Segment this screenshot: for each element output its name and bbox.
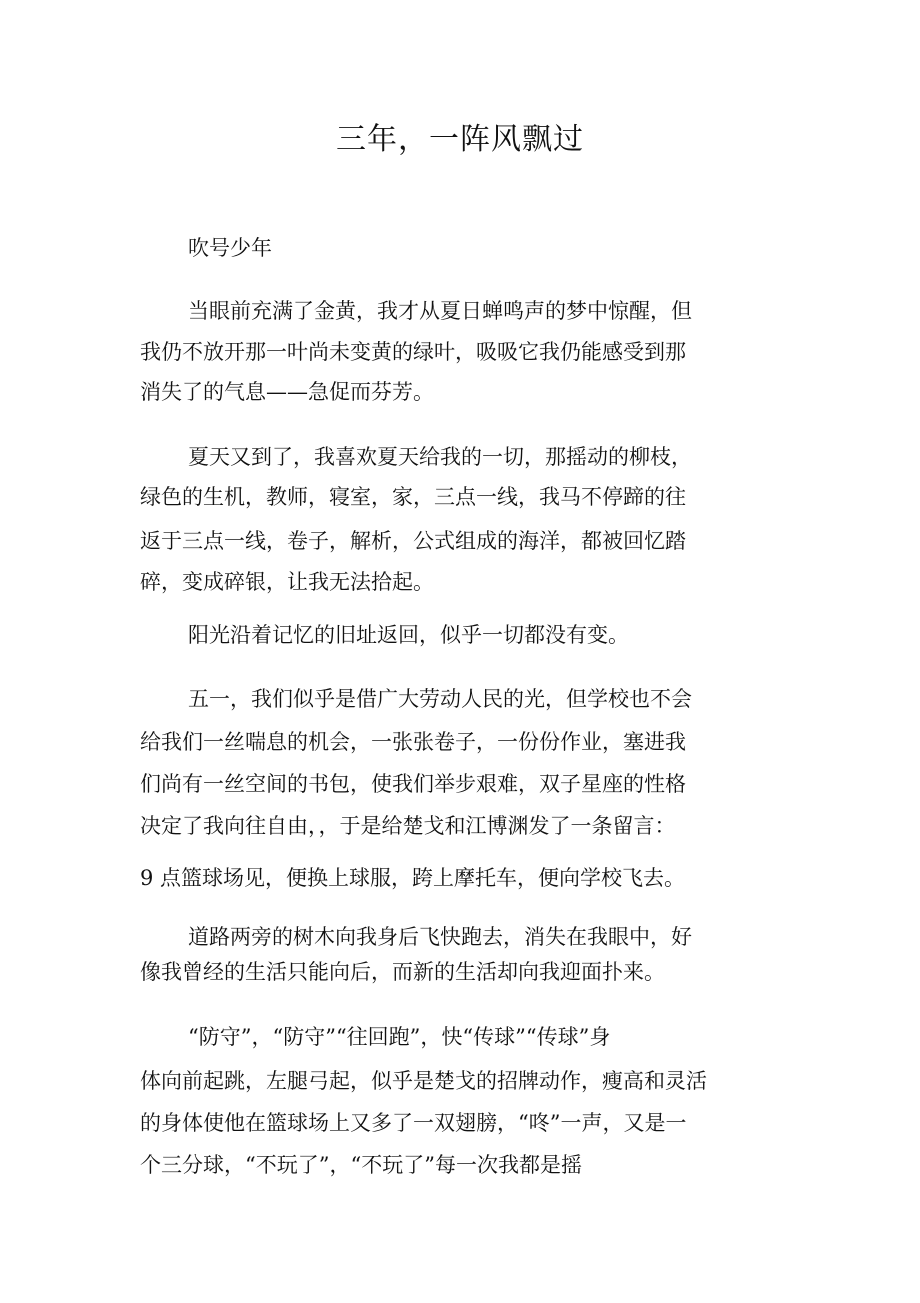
paragraph-4-line-4: 决定了我向往自由，，于是给楚戈和江博渊发了一条留言：	[140, 814, 676, 838]
paragraph-1-line-2: 我仍不放开那一叶尚未变黄的绿叶，吸吸它我仍能感受到那	[140, 340, 686, 364]
paragraph-4-line-3: 们尚有一丝空间的书包，使我们举步艰难，双子星座的性格	[140, 772, 686, 796]
paragraph-7-line-2: 体向前起跳，左腿弓起，似乎是楚戈的招牌动作，瘦高和灵活	[140, 1069, 707, 1093]
paragraph-6-line-2: 像我曾经的生活只能向后，而新的生活却向我迎面扑来。	[140, 960, 665, 984]
paragraph-2-line-3: 返于三点一线，卷子，解析，公式组成的海洋，都被回忆踏	[140, 529, 686, 553]
paragraph-2-line-1: 夏天又到了，我喜欢夏天给我的一切，那摇动的柳枝，	[188, 445, 692, 469]
paragraph-4-line-2: 给我们一丝喘息的机会，一张张卷子，一份份作业，塞进我	[140, 730, 686, 754]
paragraph-6-line-1: 道路两旁的树木向我身后飞快跑去，消失在我眼中，好	[188, 925, 692, 949]
paragraph-7-line-1: “防守”，“防守”“往回跑”，快“传球”“传球”身	[188, 1025, 611, 1049]
paragraph-7-line-3: 的身体使他在篮球场上又多了一双翅膀，“咚”一声，又是一	[140, 1111, 687, 1135]
paragraph-7-line-4: 个三分球，“不玩了”，“不玩了”每一次我都是摇	[140, 1153, 582, 1177]
author-line: 吹号少年	[188, 236, 272, 260]
paragraph-1-line-1: 当眼前充满了金黄，我才从夏日蝉鸣声的梦中惊醒，但	[188, 299, 692, 323]
paragraph-4-line-1: 五一，我们似乎是借广大劳动人民的光，但学校也不会	[188, 687, 692, 711]
paragraph-3-line-1: 阳光沿着记忆的旧址返回，似乎一切都没有变。	[188, 623, 629, 647]
paragraph-2-line-4: 碎，变成碎银，让我无法拾起。	[140, 570, 434, 594]
paragraph-5-line-1: 9 点篮球场见，便换上球服，跨上摩托车，便向学校飞去。	[140, 866, 686, 890]
paragraph-1-line-3: 消失了的气息——急促而芬芳。	[140, 380, 434, 404]
paragraph-2-line-2: 绿色的生机，教师，寝室，家，三点一线，我马不停蹄的往	[140, 485, 686, 509]
document-title: 三年，一阵风飘过	[336, 122, 584, 157]
